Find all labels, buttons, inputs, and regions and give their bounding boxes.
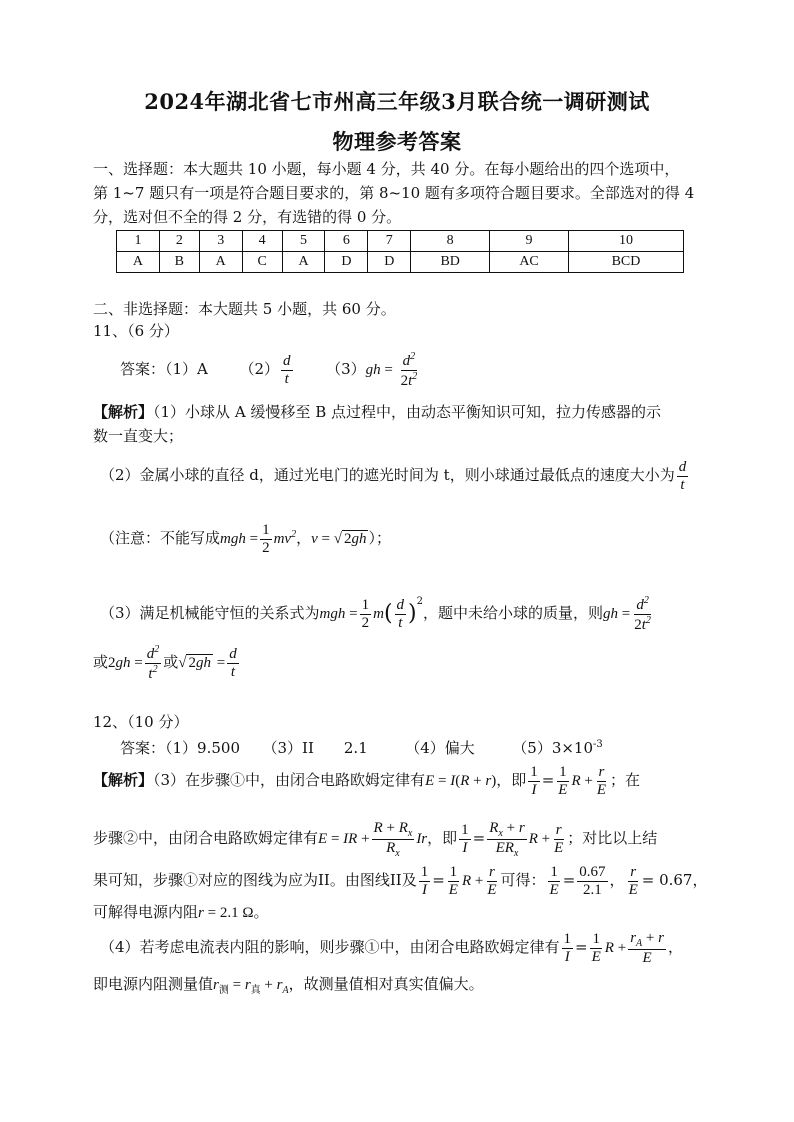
q11-p1-line1: （1）小球从 A 缓慢移至 B 点过程中，由动态平衡知识可知，拉力传感器的示 (153, 403, 661, 421)
q12-l3-a: 果可知，步骤①对应的图线为应为II。由图线II及 (93, 871, 417, 889)
q12-analysis-l2: 步骤②中，由闭合电路欧姆定律有E = IR + $\frac{R + R_x}{R_x}$ Ir，即 $\frac{1}{I}$ = $\frac{R_x + r}{ER_x}$ R + $\frac{r}{E}$ ；对比以上结 (93, 819, 658, 859)
table-cell: 1 (117, 231, 160, 252)
table-cell: 7 (368, 231, 411, 252)
q12-l1-a: （3）在步骤①中，由闭合电路欧姆定律有 (153, 771, 426, 789)
table-cell: A (282, 252, 325, 273)
table-cell: AC (490, 252, 569, 273)
q12-analysis-l1: 【解析】（3）在步骤①中，由闭合电路欧姆定律有E = I(R + r)，即 $\frac{1}{I}$ = $\frac{1}{E}$ R + $\frac{r}{E}$ ；在 (93, 764, 641, 798)
q12-l2-c: ；对比以上结 (567, 829, 658, 847)
q11-answer-3-label: （3） (326, 360, 366, 378)
q11-p3-mid: ，题中未给小球的质量，则 (423, 604, 604, 622)
page-title: 2024年湖北省七市州高三年级3月联合统一调研测试 (144, 89, 650, 114)
formula-gh-eq: gh = (365, 362, 393, 378)
q12-l1-b: ，即 (496, 771, 527, 789)
table-cell: 10 (568, 231, 683, 252)
q11-p3-text: （3）满足机械能守恒的关系式为 (100, 604, 320, 622)
table-cell: 2 (159, 231, 199, 252)
q12-analysis-l3: 果可知，步骤①对应的图线为应为II。由图线II及 $\frac{1}{I}$ = $\frac{1}{E}$ R + $\frac{r}{E}$ 可得： $\frac{1}{E}$ = $\frac{0.67}{2.1}$ ， $\frac{r}{E}$ = 0.67， (93, 864, 708, 898)
part1-intro-line2: 第 1~7 题只有一项是符合题目要求的，第 8~10 题有多项符合题目要求。全部选对的得 4 (93, 184, 695, 202)
table-cell: B (159, 252, 199, 273)
q11-note: （注意：不能写成mgh = $\frac{1}{2}$ $mv^2$，v = √ 2gh ）； (100, 522, 391, 556)
table-cell: 6 (325, 231, 368, 252)
table-cell: D (368, 252, 411, 273)
q11-answer-2-label: （2） (239, 360, 279, 378)
q11-p1-line2: 数一直变大； (93, 427, 184, 445)
q12-l1-c: ；在 (610, 771, 641, 789)
q12-answer-line (120, 733, 603, 760)
part2-intro: 二、非选择题：本大题共 5 小题，共 60 分。 (93, 300, 396, 318)
table-cell: BD (411, 252, 490, 273)
table-cell: A (199, 252, 242, 273)
table-cell: A (117, 252, 160, 273)
formula-d-over-t: $\frac{d}{t}$ (678, 459, 687, 493)
q12-answers: 答案：（1）9.500 （3）II 2.1 （4）偏大 （5）3×10 (120, 739, 594, 757)
answer-table-number-row (117, 231, 684, 252)
q12-l4: 可解得电源内阻 (93, 903, 199, 921)
q12-l3-b: 可得： (500, 871, 546, 889)
answer-table-answer-row (117, 252, 684, 273)
analysis-label: 【解析】 (93, 403, 154, 421)
q11-heading: 11、（6 分） (93, 322, 179, 340)
q11-note-suffix: ）； (368, 529, 391, 547)
table-cell: D (325, 252, 368, 273)
table-cell: BCD (568, 252, 683, 273)
table-cell: 8 (411, 231, 490, 252)
table-cell: 9 (490, 231, 569, 252)
table-cell: 5 (282, 231, 325, 252)
analysis-label: 【解析】 (93, 771, 154, 789)
q11-answer-line (120, 350, 421, 389)
q12-analysis-l5: （4）若考虑电流表内阻的影响，则步骤①中，由闭合电路欧姆定律有 $\frac{1}{I}$ = $\frac{1}{E}$ R + $\frac{r_A + r}{E}$ ， (100, 929, 683, 966)
q11-analysis-p2 (100, 455, 690, 495)
q12-l6-a: 即电源内阻测量值 (93, 975, 214, 993)
table-cell: 3 (199, 231, 242, 252)
part1-intro-line1: 一、选择题：本大题共 10 小题，每小题 4 分，共 40 分。在每小题给出的四个选项中， (93, 160, 680, 178)
table-cell: 4 (242, 231, 282, 252)
table-cell: C (242, 252, 282, 273)
page-subtitle: 物理参考答案 (332, 129, 462, 154)
q12-l6-b: ，故测量值相对真实值偏大。 (288, 975, 484, 993)
q12-answer-exponent: -3 (593, 739, 603, 750)
q11-analysis-p4: 或2gh = $\frac{d^2}{t^2}$ 或√ 2gh = $\frac{d}{t}$ (93, 644, 237, 682)
q11-p4-prefix: 或 (93, 653, 109, 671)
q11-analysis-p3: （3）满足机械能守恒的关系式为mgh = $\frac{1}{2}$ m( $\frac{d}{t}$ )$^2$，题中未给小球的质量，则gh = $\frac{d^2}{2t^2}$ (100, 595, 651, 633)
q11-analysis-p1 (93, 400, 698, 448)
part1-intro-line3: 分，选对但不全的得 2 分，有选错的得 0 分。 (93, 208, 402, 226)
q12-l5-a: （4）若考虑电流表内阻的影响，则步骤①中，由闭合电路欧姆定律有 (100, 938, 560, 956)
q12-analysis-l6: 即电源内阻测量值$r_测 = r_真 + r_A$，故测量值相对真实值偏大。 (93, 975, 484, 996)
q12-heading: 12、（10 分） (93, 713, 189, 731)
q11-p2-text: （2）金属小球的直径 d，通过光电门的遮光时间为 t，则小球通过最低点的速度大小为 (100, 466, 675, 484)
formula-d-over-t: $\frac{d}{t}$ (283, 353, 291, 387)
formula-d2-over-2t2: $\frac{d^2}{2t^2}$ (400, 351, 418, 389)
q11-answer-1: 答案：（1）A (120, 360, 208, 378)
q12-l2-b: ，即 (427, 829, 458, 847)
q12-l2-a: 步骤②中，由闭合电路欧姆定律有 (93, 829, 319, 847)
answer-table (116, 230, 684, 273)
q11-p4-mid: 或 (163, 653, 179, 671)
q12-analysis-l4: 可解得电源内阻r = 2.1 Ω。 (93, 903, 269, 921)
q11-note-prefix: （注意：不能写成 (100, 529, 221, 547)
